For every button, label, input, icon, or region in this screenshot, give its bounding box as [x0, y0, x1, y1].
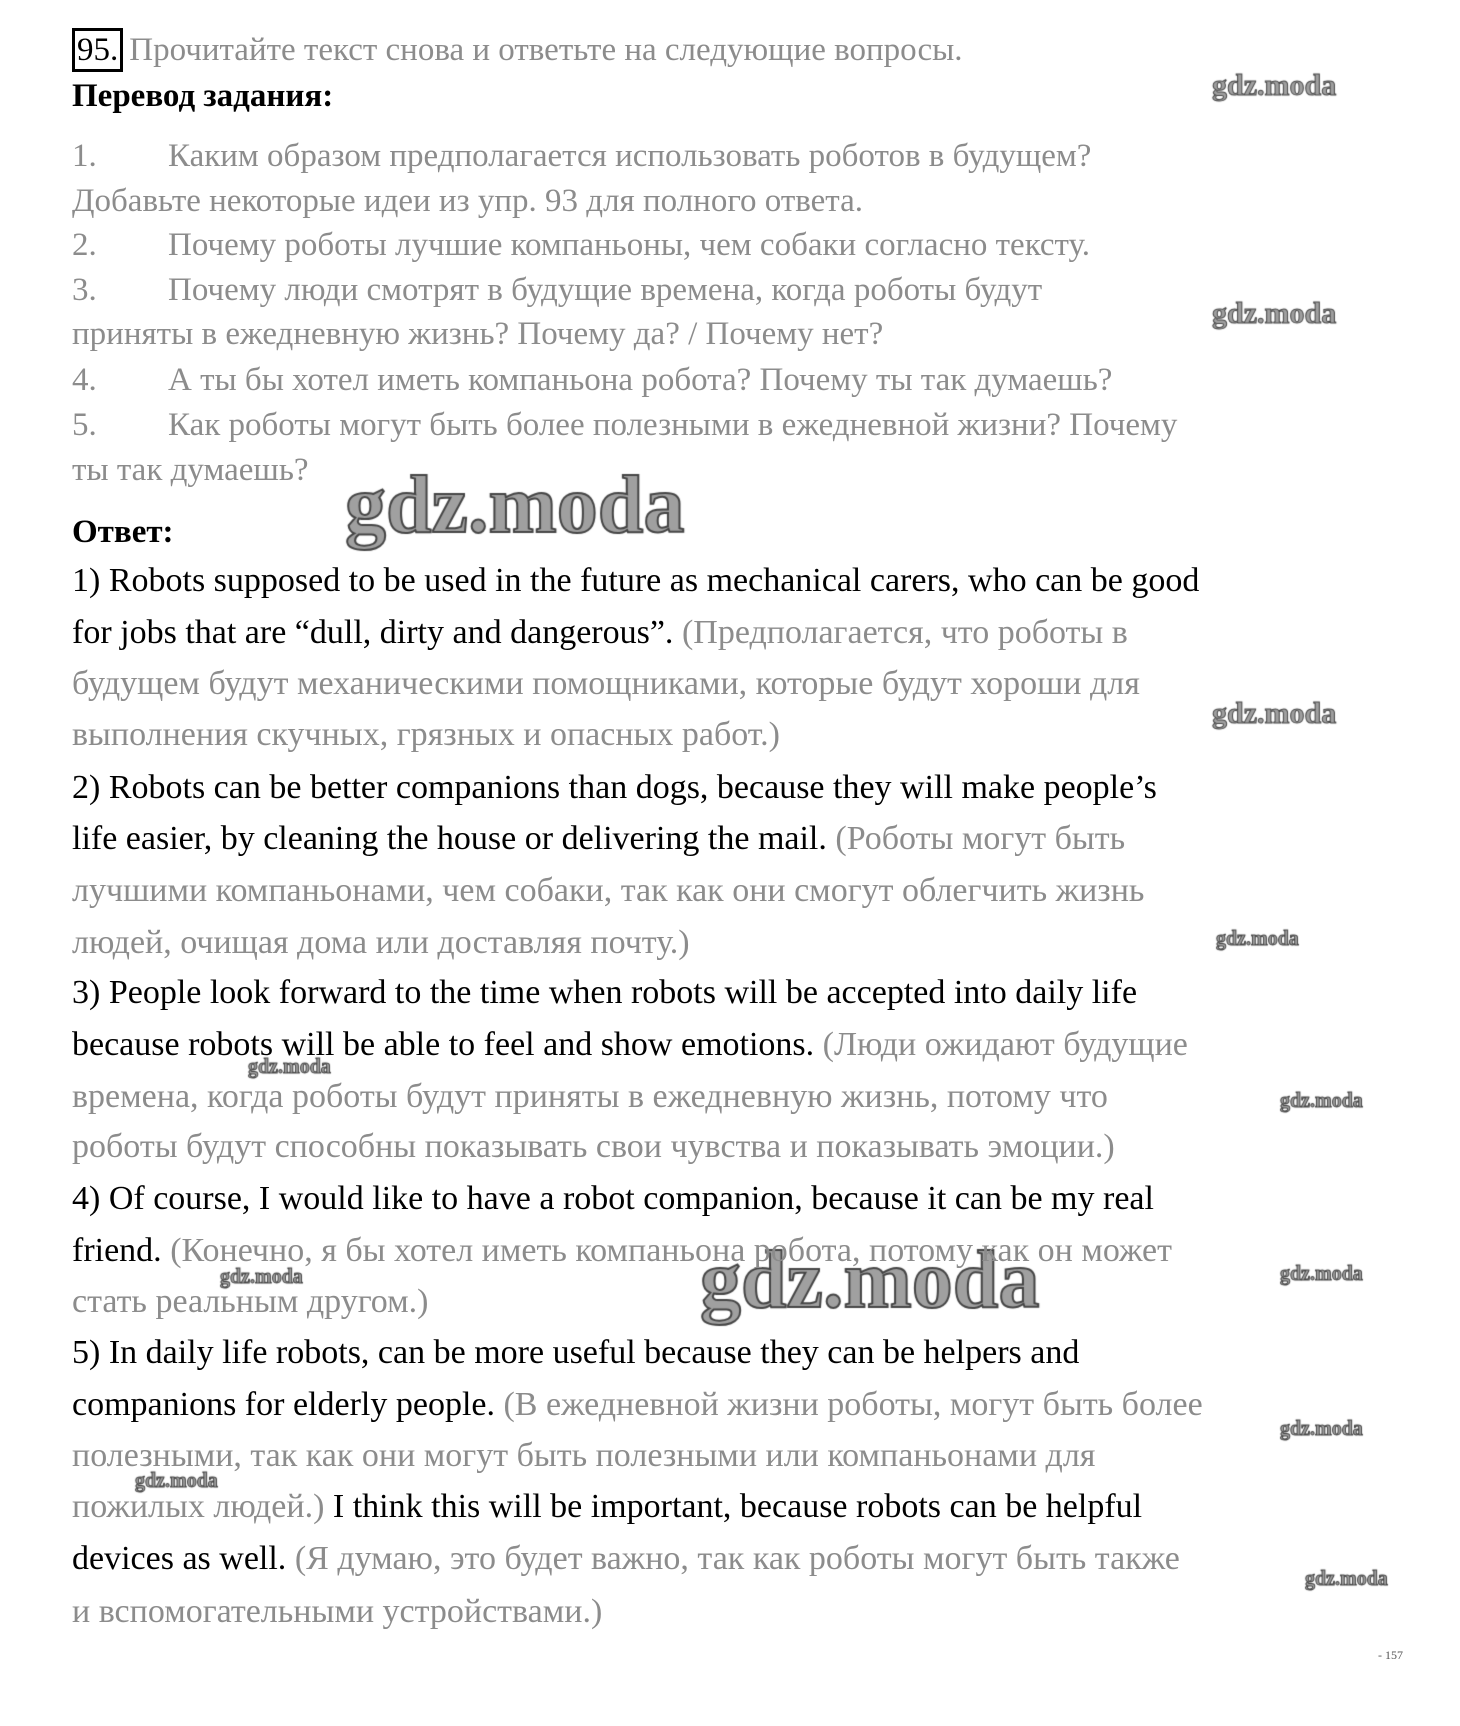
- answer-line: [72, 1179, 1154, 1219]
- answer-russian-translation: времена, когда роботы будут приняты в ежедневную жизнь, потому что: [72, 1078, 1108, 1115]
- exercise-instruction: Прочитайте текст снова и ответьте на следующие вопросы.: [129, 32, 963, 68]
- answer-russian-translation: роботы будут способны показывать свои чувства и показывать эмоции.): [72, 1128, 1115, 1165]
- answer-line: [72, 1231, 1172, 1271]
- answer-russian-translation: (Люди ожидают будущие: [822, 1026, 1188, 1063]
- answer-line: [72, 715, 780, 755]
- question-number: 3.: [72, 272, 97, 308]
- answer-line: [72, 1539, 1180, 1579]
- question-text: приняты в ежедневную жизнь? Почему да? / Почему нет?: [72, 316, 884, 352]
- answer-line: [72, 1592, 602, 1632]
- answer-russian-translation: (Я думаю, это будет важно, так как роботы могут быть также: [294, 1540, 1180, 1577]
- answer-line: [72, 871, 1144, 911]
- answer-russian-translation: (Роботы могут быть: [835, 820, 1126, 857]
- translation-heading: Перевод задания:: [72, 78, 334, 114]
- answer-english-text: 4) Of course, I would like to have a robot companion, because it can be my real: [72, 1180, 1154, 1217]
- answer-english-text: companions for elderly people.: [72, 1386, 504, 1423]
- question-number: 4.: [72, 362, 97, 398]
- answer-line: [72, 819, 1125, 859]
- answer-line: [72, 1333, 1079, 1373]
- question-text: ты так думаешь?: [72, 452, 309, 488]
- question-text: Почему люди смотрят в будущие времена, когда роботы будут: [168, 272, 1043, 308]
- question-line: [72, 270, 1042, 310]
- answer-line: [72, 768, 1157, 808]
- answer-russian-translation: стать реальным другом.): [72, 1283, 429, 1320]
- answer-english-text: 2) Robots can be better companions than dogs, because they will make people’s: [72, 769, 1157, 806]
- answer-line: [72, 1385, 1203, 1425]
- answer-russian-translation: (Конечно, я бы хотел иметь компаньона робота, потому как он может: [170, 1232, 1172, 1269]
- answer-heading: Ответ:: [72, 514, 174, 550]
- question-text: Как роботы могут быть более полезными в ежедневной жизни? Почему: [168, 407, 1178, 443]
- answer-english-text: because robots will be able to feel and show emotions.: [72, 1026, 823, 1063]
- answer-line: [72, 1077, 1108, 1117]
- answer-english-text: for jobs that are “dull, dirty and dangerous”.: [72, 614, 682, 651]
- answer-english-text: 1) Robots supposed to be used in the future as mechanical carers, who can be good: [72, 562, 1200, 599]
- answer-russian-translation: полезными, так как они могут быть полезными или компаньонами для: [72, 1437, 1096, 1474]
- exercise-number: 95.: [72, 28, 123, 72]
- answer-english-text: I think this will be important, because robots can be helpful: [332, 1488, 1143, 1525]
- question-text: Каким образом предполагается использовать роботов в будущем?: [168, 138, 1092, 174]
- question-number: 1.: [72, 138, 97, 174]
- answer-russian-translation: (Предполагается, что роботы в: [681, 614, 1128, 651]
- question-line: [72, 181, 863, 221]
- answer-english-text: friend.: [72, 1232, 171, 1269]
- question-number: 5.: [72, 407, 97, 443]
- answer-line: [72, 1436, 1095, 1476]
- question-text: Добавьте некоторые идеи из упр. 93 для полного ответа.: [72, 183, 864, 219]
- question-line: [72, 360, 1112, 400]
- answer-russian-translation: будущем будут механическими помощниками, которые будут хороши для: [72, 665, 1140, 702]
- question-line: [72, 136, 1091, 176]
- answer-english-text: life easier, by cleaning the house or delivering the mail.: [72, 820, 836, 857]
- answer-english-text: 3) People look forward to the time when robots will be accepted into daily life: [72, 974, 1138, 1011]
- question-line: [72, 225, 1090, 265]
- answer-line: [72, 1127, 1115, 1167]
- answer-line: [72, 1282, 429, 1322]
- answer-english-text: devices as well.: [72, 1540, 295, 1577]
- answer-line: [72, 664, 1140, 704]
- answer-line: [72, 1487, 1142, 1527]
- answer-line: [72, 561, 1199, 601]
- question-number: 2.: [72, 227, 97, 263]
- answer-russian-translation: и вспомогательными устройствами.): [72, 1593, 603, 1630]
- question-text: А ты бы хотел иметь компаньона робота? Почему ты так думаешь?: [168, 362, 1113, 398]
- question-text: Почему роботы лучшие компаньоны, чем собаки согласно тексту.: [168, 227, 1090, 263]
- answer-line: [72, 1025, 1188, 1065]
- answer-line: [72, 923, 690, 963]
- answer-russian-translation: выполнения скучных, грязных и опасных работ.): [72, 716, 780, 753]
- question-line: [72, 405, 1177, 445]
- answer-english-text: 5) In daily life robots, can be more useful because they can be helpers and: [72, 1334, 1080, 1371]
- answer-line: [72, 613, 1128, 653]
- exercise-title: [72, 28, 963, 72]
- answer-line: [72, 973, 1137, 1013]
- question-line: [72, 450, 309, 490]
- answer-russian-translation: людей, очищая дома или доставляя почту.): [72, 924, 690, 961]
- answer-russian-translation: пожилых людей.): [72, 1488, 333, 1525]
- answer-russian-translation: лучшими компаньонами, чем собаки, так как они смогут облегчить жизнь: [72, 872, 1145, 909]
- question-line: [72, 314, 883, 354]
- answer-russian-translation: (В ежедневной жизни роботы, могут быть более: [503, 1386, 1203, 1423]
- page-number: - 157: [1378, 1648, 1403, 1662]
